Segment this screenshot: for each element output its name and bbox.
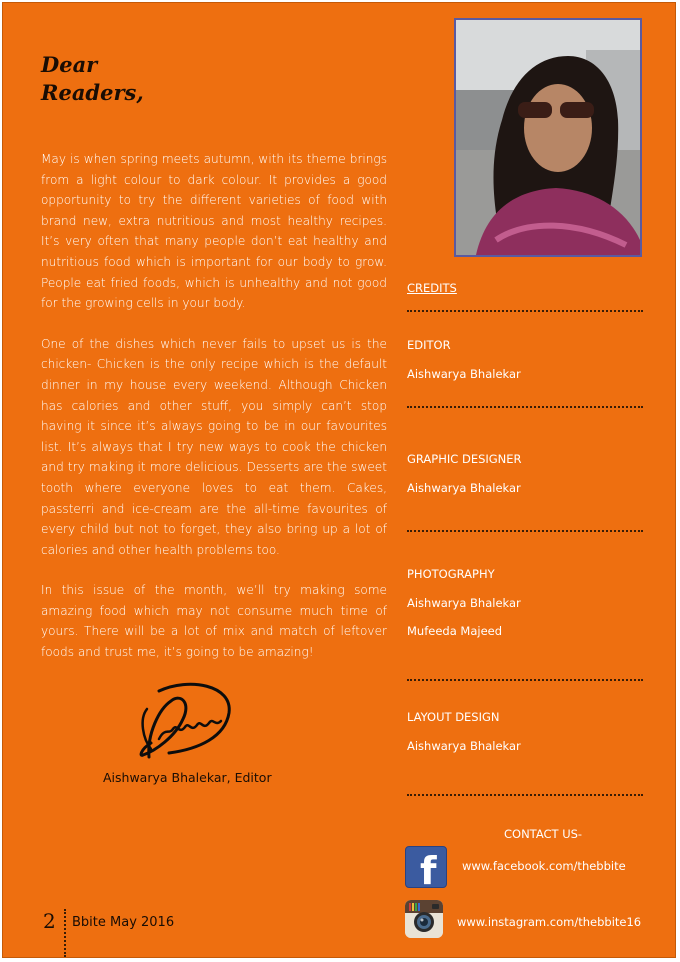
credit-name-photography-2: Mufeeda Majeed <box>407 624 503 638</box>
credit-name-layout-design: Aishwarya Bhalekar <box>407 739 521 753</box>
credit-name-graphic-designer: Aishwarya Bhalekar <box>407 481 521 495</box>
contact-heading: CONTACT US- <box>504 827 583 841</box>
signature-image <box>129 679 241 767</box>
magazine-page <box>2 2 676 958</box>
greeting-line-2: Readers, <box>41 80 144 105</box>
instagram-icon[interactable] <box>405 900 443 938</box>
credits-divider <box>407 794 643 796</box>
credit-role-editor: EDITOR <box>407 338 451 352</box>
credit-name-photography-1: Aishwarya Bhalekar <box>407 596 521 610</box>
letter-greeting <box>41 51 144 107</box>
instagram-link[interactable]: www.instagram.com/thebbite16 <box>457 915 642 929</box>
letter-paragraph-1: May is when spring meets autumn, with its theme brings from a light colour to dark colour. It provides a good opportunity to try the different varieties of food with brand new, extra nutritious and most healthy recipes. It’s very often that many people don’t eat healthy and nutritious food which is important for our body to grow. People eat fried foods, which is unhealthy and not good for the growing cells in your body. <box>41 152 387 311</box>
signature-caption: Aishwarya Bhalekar, Editor <box>103 770 272 785</box>
credit-name-editor: Aishwarya Bhalekar <box>407 367 521 381</box>
credits-divider <box>407 679 643 681</box>
facebook-link[interactable]: www.facebook.com/thebbite <box>462 859 626 873</box>
page-number: 2 <box>43 909 56 933</box>
credits-divider <box>407 530 643 532</box>
credits-divider <box>407 310 643 312</box>
letter-paragraph-2: One of the dishes which never fails to upset us is the chicken- Chicken is the only recipe which is the default dinner in my house every weekend. Although Chicken has calories and other stuff, you simply can’t stop having it since it’s always going to be in our favourites list. It’s always that I try new ways to cook the chicken and try making it more delicious. Desserts are the sweet tooth where everyone loves to eat them. Cakes, passterri and ice-cream are the all-time favourites of every child but not to forget, they also bring up a lot of calories and other health problems too. <box>41 336 387 557</box>
issue-label: Bbite May 2016 <box>72 915 175 930</box>
letter-paragraph-3: In this issue of the month, we’ll try making some amazing food which may not consume much time of yours. There will be a lot of mix and match of leftover foods and trust me, it’s going to be amazing! <box>41 583 387 660</box>
credits-heading: CREDITS <box>407 281 457 295</box>
credit-role-layout-design: LAYOUT DESIGN <box>407 710 500 724</box>
credit-role-graphic-designer: GRAPHIC DESIGNER <box>407 452 522 466</box>
folio-divider <box>64 909 66 957</box>
letter-body <box>41 149 387 683</box>
facebook-icon[interactable]: f <box>405 846 447 888</box>
credits-divider <box>407 406 643 408</box>
greeting-line-1: Dear <box>41 52 98 77</box>
credit-role-photography: PHOTOGRAPHY <box>407 567 495 581</box>
editor-photo <box>454 18 642 257</box>
